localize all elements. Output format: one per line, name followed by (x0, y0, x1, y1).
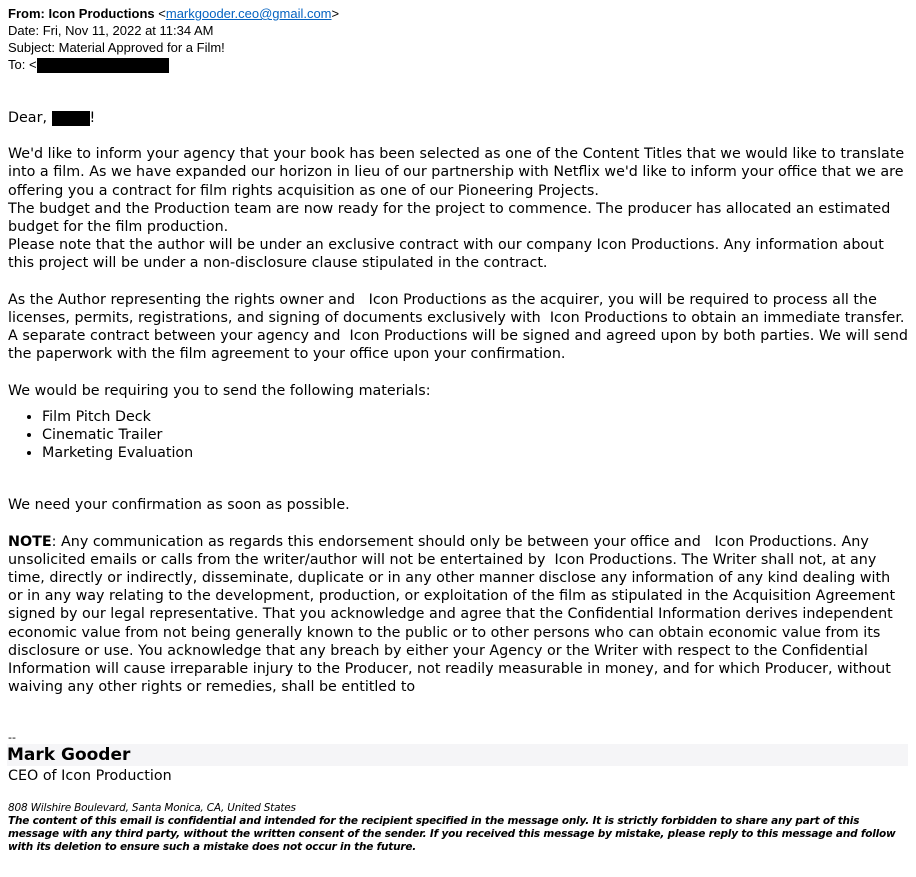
signature (8, 732, 908, 854)
signature-address: 808 Wilshire Boulevard, Santa Monica, CA, United States (8, 802, 296, 815)
from-line: From: Icon Productions <markgooder.ceo@gmail.com> (8, 6, 340, 21)
subject-line: Subject: Material Approved for a Film! (8, 40, 225, 55)
signature-title: CEO of Icon Production (8, 768, 172, 785)
email-header (0, 0, 912, 73)
sender-email-link[interactable]: markgooder.ceo@gmail.com (165, 6, 332, 21)
materials-list (8, 408, 908, 463)
to-line: To: < (8, 56, 904, 73)
greeting: Dear, ! (8, 110, 96, 127)
date-value: Fri, Nov 11, 2022 at 11:34 AM (42, 23, 214, 38)
paragraph-6: We need your confirmation as soon as possible. (8, 497, 350, 514)
list-item: • Marketing Evaluation (42, 444, 908, 462)
redacted-name (52, 111, 90, 126)
paragraph-1: We'd like to inform your agency that your book has been selected as one of the Content Titles that we would like to translate into a film. As we have expanded our horizon in lieu of our partnership with Netflix we'd like to inform your office that we are offering you a contract for film rights acquisition as one of our Pioneering Projects. (8, 146, 905, 199)
email-body (0, 109, 916, 854)
paragraph-5: We would be requiring you to send the following materials: (8, 382, 431, 399)
paragraph-3: Please note that the author will be under an exclusive contract with our company Icon Productions. Any information about this project will be under a non-disclosure clause stipulated in the contract. (8, 237, 884, 272)
list-item: • Film Pitch Deck (42, 408, 908, 426)
date-line: Date: Fri, Nov 11, 2022 at 11:34 AM (8, 23, 214, 38)
note-paragraph: NOTE: Any communication as regards this endorsement should only be between your office and Icon Productions. Any unsolicited emails or calls from the writer/author will not be entertained by Icon Productions. The Writer shall not, at any time, directly or indirectly, disseminate, duplicate or in any other manner disclose any information of any kind dealing with or in any way relating to the development, production, or exploitation of the film as stipulated in the Acquisition Agreement signed by our legal representative. That you acknowledge and agree that the Confidential Information derives independent economic value from not being generally known to the public or to other persons who can obtain economic value from its disclosure or use. You acknowledge that any breach by either your Agency or the Writer with respect to the Confidential Information will cause irreparable injury to the Producer, not readily measurable in money, and for which Producer, without waiving any other rights or remedies, shall be entitled to (8, 533, 900, 696)
list-item: • Cinematic Trailer (42, 426, 908, 444)
sender-name: Icon Productions (48, 6, 155, 21)
redacted-recipient (37, 58, 169, 73)
confidentiality-disclaimer: The content of this email is confidential and intended for the recipient specified in the message only. It is strictly forbidden to share any part of this message with any third party, without the written consent of the sender. If you received this message by mistake, please reply to this message and follow with its deletion to ensure such a mistake does not occur in the future. (8, 815, 896, 854)
paragraph-2: The budget and the Production team are now ready for the project to commence. The producer has allocated an estimated budget for the film production. (8, 200, 891, 236)
paragraph-4: As the Author representing the rights owner and Icon Productions as the acquirer, you will be required to process all the licenses, permits, registrations, and signing of documents exclusively with Icon Productions to obtain an immediate transfer. A separate contract between your agency and Icon Productions will be signed and agreed upon by both parties. We will send the paperwork with the film agreement to your office upon your confirmation. (8, 291, 913, 363)
signature-name: Mark Gooder (7, 744, 908, 766)
subject-value: Material Approved for a Film! (58, 40, 225, 55)
signature-separator: -- (8, 731, 16, 745)
